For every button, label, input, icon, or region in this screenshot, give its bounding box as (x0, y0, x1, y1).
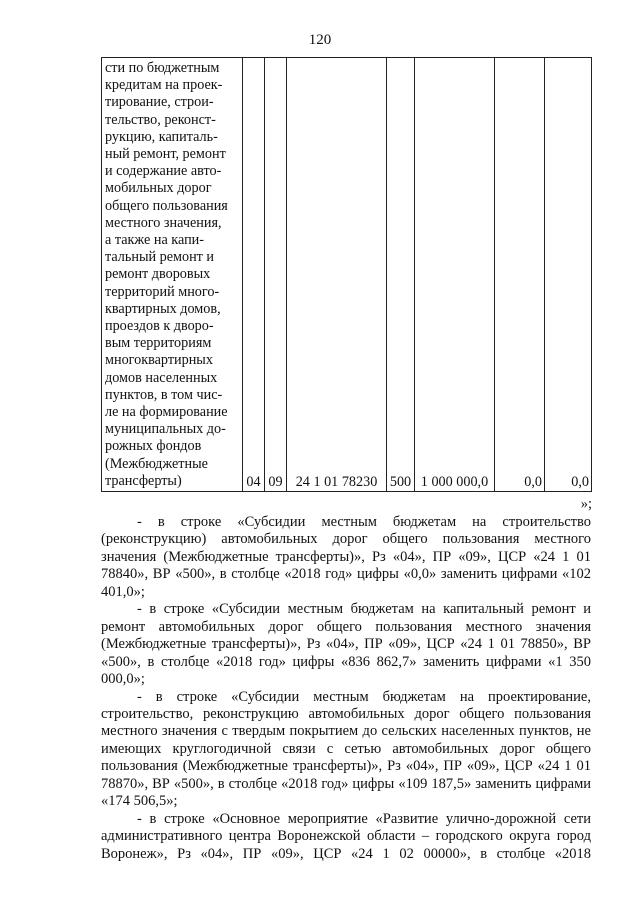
year-2018-cell: 1 000 000,0 (415, 58, 495, 492)
csr-cell: 24 1 01 78230 (287, 58, 387, 492)
budget-table (101, 57, 592, 492)
table-row (102, 58, 592, 492)
year-2020-cell: 0,0 (545, 58, 592, 492)
paragraph: - в строке «Основное мероприятие «Развитие улично-дорожной сети административного центра Воронежской области – городского округа город Воронеж», Рз «04», ПР «09», ЦСР «24 1 02 00000», в столбце «2018 (101, 810, 591, 862)
row-name-cell: сти по бюджетным кредитам на проек- тирование, строи- тельство, реконст- рукцию, капиталь- ный ремонт, ремонт и содержание авто- мобильных дорог общего пользования местного значения, а также на капи- тальный ремонт и ремонт дворовых территорий много- квартирных домов, проездов к дворо- вым территориям многоквартирных домов населенных пунктов, в том чис- ле на формирование муниципальных до- рожных фондов (Межбюджетные трансферты) (102, 58, 243, 492)
paragraph: - в строке «Субсидии местным бюджетам на строительство (реконструкцию) автомобильных дорог общего пользования местного значения (Межбюджетные трансферты)», Рз «04», ПР «09», ЦСР «24 1 01 78840», ВР «500», в столбце «2018 год» цифры «0,0» заменить цифрами «102 401,0»; (101, 514, 591, 600)
vr-cell: 500 (387, 58, 415, 492)
closing-quote: »; (580, 496, 592, 512)
paragraph: - в строке «Субсидии местным бюджетам на капитальный ремонт и ремонт автомобильных дорог общего пользования местного значения (Межбюджетные трансферты)», Рз «04», ПР «09», ЦСР «24 1 01 78850», ВР «500», в столбце «2018 год» цифры «836 862,7» заменить цифрами «1 350 000,0»; (101, 601, 591, 688)
amendment-text (101, 514, 591, 863)
paragraph: - в строке «Субсидии местным бюджетам на проектирование, строительство, реконструкцию автомобильных дорог общего пользования местного значения с твердым покрытием до сельских населенных пунктов, не имеющих круглогодичной связи с сетью автомобильных дорог общего пользования (Межбюджетные трансферты)», Рз «04», ПР «09», ЦСР «24 1 01 78870», ВР «500», в столбце «2018 год» цифры «109 187,5» заменить цифрами «174 506,5»; (101, 688, 591, 810)
pr-cell: 09 (265, 58, 287, 492)
page-number: 120 (308, 32, 332, 48)
year-2019-cell: 0,0 (495, 58, 545, 492)
rz-cell: 04 (243, 58, 265, 492)
